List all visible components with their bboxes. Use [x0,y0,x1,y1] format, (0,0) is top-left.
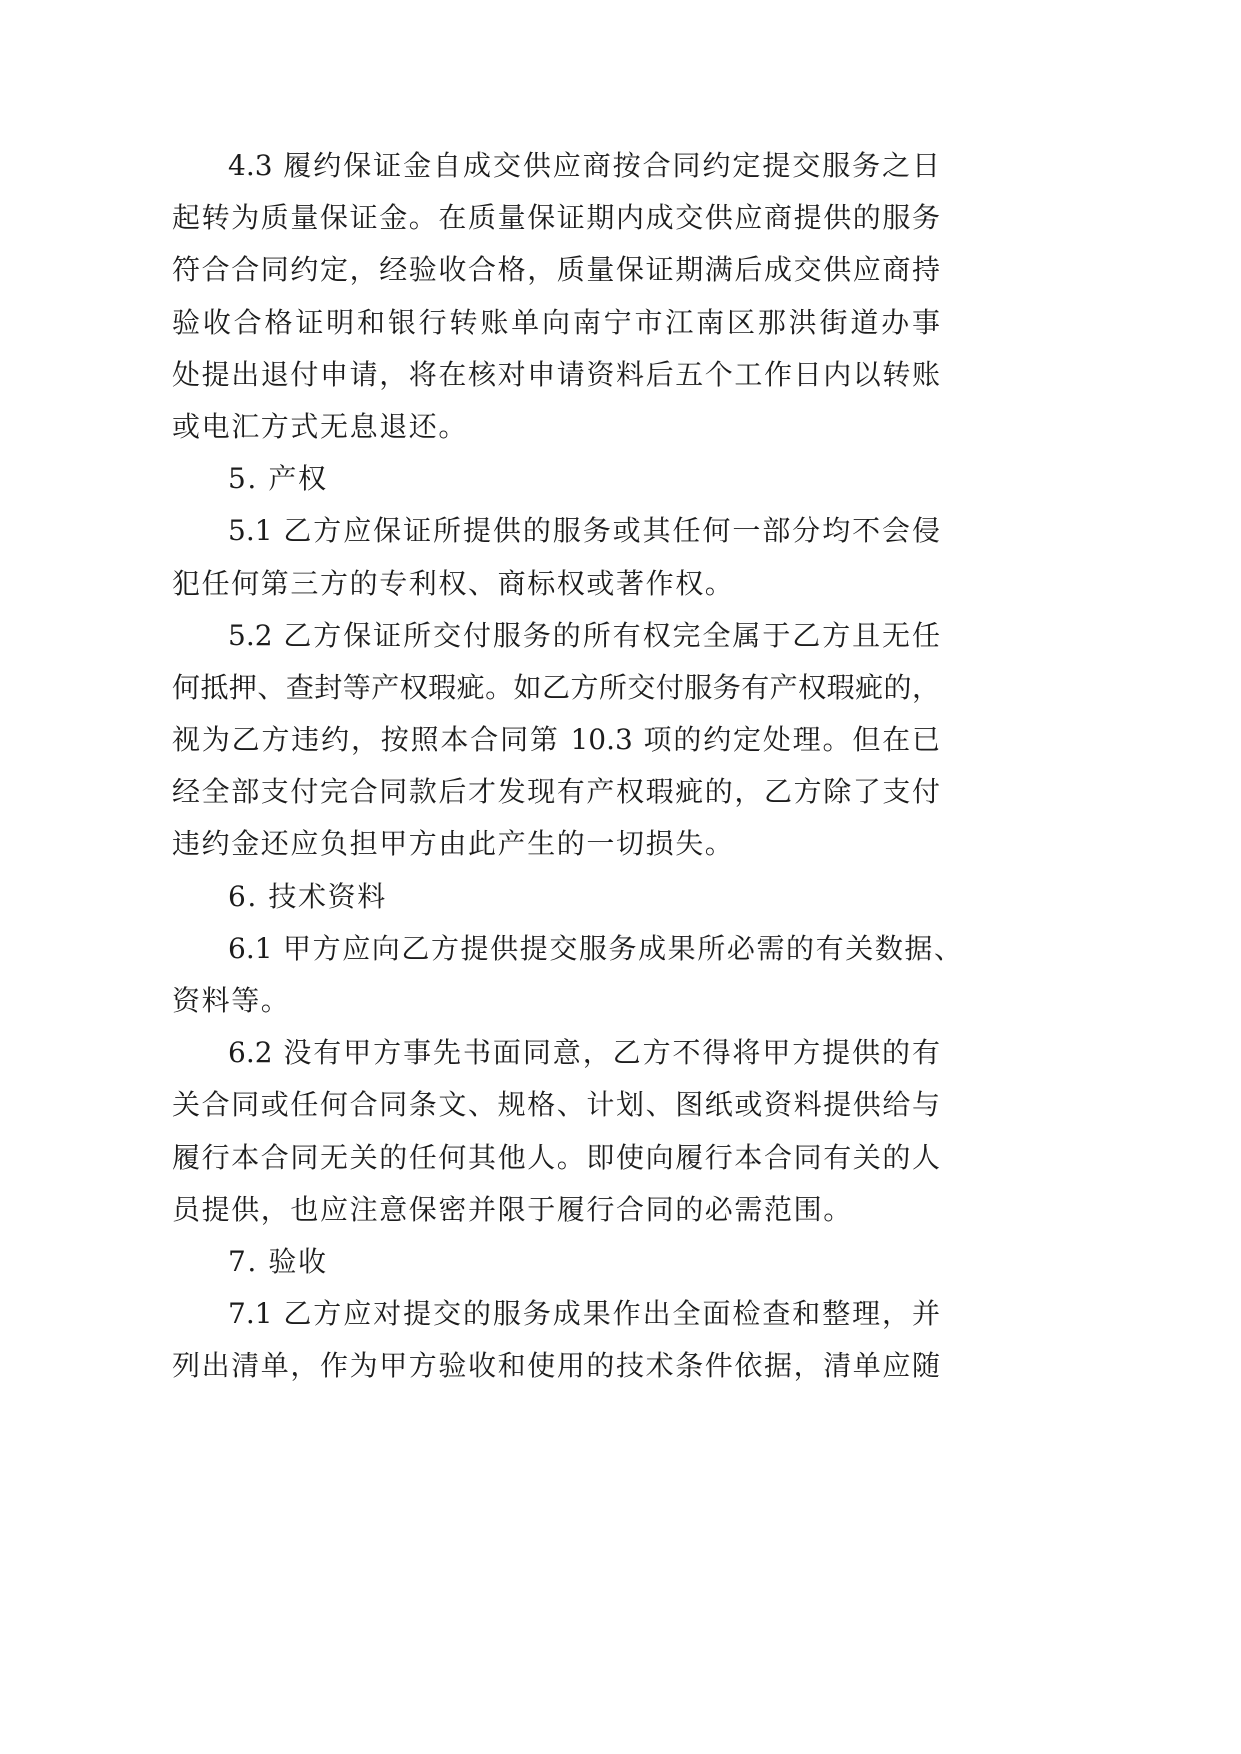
document-body [172,140,962,1393]
paragraph-line: 犯任何第三方的专利权、商标权或著作权。 [172,566,735,600]
paragraph-line: 5.1 乙方应保证所提供的服务或其任何一部分均不会侵 [228,514,940,548]
paragraph-4-3 [172,140,940,453]
paragraph-line: 经全部支付完合同款后才发现有产权瑕疵的，乙方除了支付 [172,775,940,809]
paragraph-6-2 [172,1027,940,1236]
paragraph-line: 验收合格证明和银行转账单向南宁市江南区那洪街道办事 [172,305,940,339]
paragraph-5-2 [172,610,940,871]
paragraph-line: 6.2 没有甲方事先书面同意，乙方不得将甲方提供的有 [228,1036,940,1070]
paragraph-line: 员提供，也应注意保密并限于履行合同的必需范围。 [172,1192,853,1226]
section-heading-7 [172,1236,940,1288]
paragraph-line: 关合同或任何合同条文、规格、计划、图纸或资料提供给与 [172,1088,940,1122]
paragraph-line: 4.3 履约保证金自成交供应商按合同约定提交服务之日 [228,149,940,182]
paragraph-line: 何抵押、查封等产权瑕疵。如乙方所交付服务有产权瑕疵的， [172,670,940,704]
paragraph-6-1 [172,923,962,1027]
paragraph-5-1 [172,505,940,609]
section-heading-6 [172,871,940,923]
paragraph-line: 履行本合同无关的任何其他人。即使向履行本合同有关的人 [172,1140,940,1174]
section-heading: 6. 技术资料 [228,879,387,913]
paragraph-line: 视为乙方违约，按照本合同第 10.3 项的约定处理。但在已 [172,723,940,757]
paragraph-line: 资料等。 [172,984,291,1017]
paragraph-line: 7.1 乙方应对提交的服务成果作出全面检查和整理，并 [228,1297,940,1331]
section-heading: 5. 产权 [228,462,328,496]
paragraph-line: 违约金还应负担甲方由此产生的一切损失。 [172,827,735,861]
paragraph-line: 列出清单，作为甲方验收和使用的技术条件依据，清单应随 [172,1349,940,1383]
paragraph-line: 符合合同约定，经验收合格，质量保证期满后成交供应商持 [172,253,940,287]
paragraph-line: 起转为质量保证金。在质量保证期内成交供应商提供的服务 [172,201,940,235]
paragraph-line: 5.2 乙方保证所交付服务的所有权完全属于乙方且无任 [228,618,940,652]
paragraph-line: 或电汇方式无息退还。 [172,409,469,443]
paragraph-7-1 [172,1288,940,1392]
paragraph-line: 处提出退付申请，将在核对申请资料后五个工作日内以转账 [172,357,940,391]
section-heading: 7. 验收 [228,1244,328,1278]
paragraph-line: 6.1 甲方应向乙方提供提交服务成果所必需的有关数据、 [228,931,962,965]
section-heading-5 [172,453,940,505]
